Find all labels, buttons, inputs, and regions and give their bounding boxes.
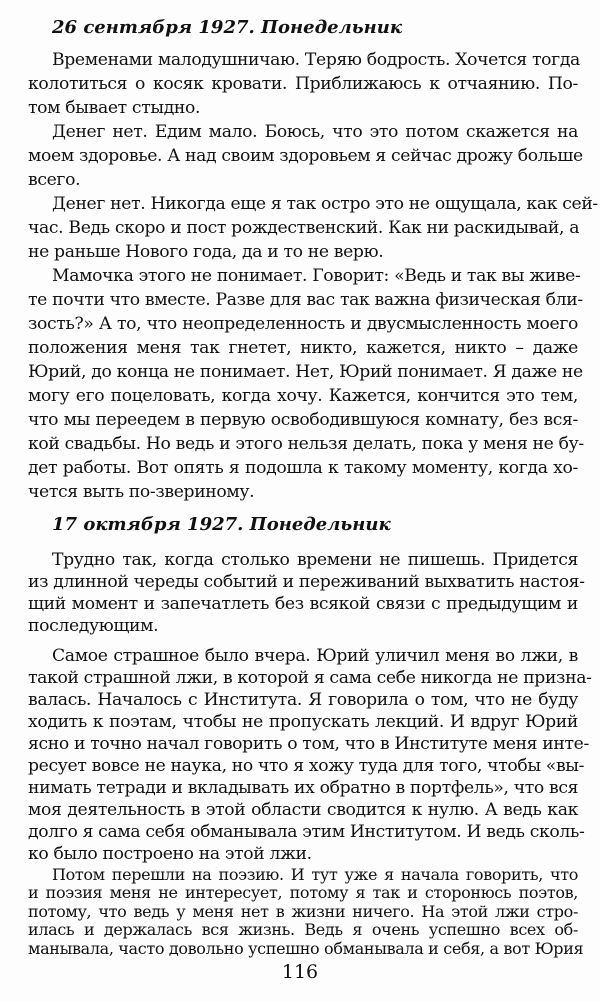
text-line: могу его поцеловать, когда хочу. Кажется, кончится это тем, <box>28 386 578 406</box>
text-line: час. Ведь скоро и пост рождественский. Как ни раскидывай, а <box>28 218 580 238</box>
text-line: манывала, часто довольно успешно обманывала и себя, а вот Юрия <box>28 938 584 958</box>
text-line: том бывает стыдно. <box>28 98 201 118</box>
text-line: кой свадьбы. Но ведь и этого нельзя делать, пока у меня не бу- <box>28 434 584 454</box>
text-line: Мамочка этого не понимает. Говорит: «Ведь и так вы живе- <box>52 266 581 286</box>
text-line: Потом перешли на поэзию. И тут уже я начала говорить, что <box>52 865 578 884</box>
text-line: Юрий, до конца не понимает. Нет, Юрий понимает. Я даже не <box>28 362 583 382</box>
text-line: Трудно так, когда столько времени не пишешь. Придется <box>52 550 578 570</box>
text-line: моем здоровье. А над своим здоровьем я сейчас дрожу больше <box>28 146 583 166</box>
text-line: валась. Началось с Института. Я говорила о том, что не буду <box>28 690 578 710</box>
text-line: ресует вовсе не наука, но что я хожу туда для того, чтобы «вы- <box>28 756 585 776</box>
text-line: положения меня так гнетет, никто, кажется, никто – даже <box>28 338 578 358</box>
text-line: последующим. <box>28 616 159 636</box>
text-line: Самое страшное было вчера. Юрий уличил меня во лжи, в <box>52 646 578 666</box>
text-line: илась и держалась вся жизнь. Ведь я очень успешно всех об- <box>28 920 578 940</box>
text-line: ко было построено на этой лжи. <box>28 844 312 864</box>
text-line: что мы переедем в первую освободившуюся комнату, без вся- <box>28 410 578 430</box>
entry-date-heading: 17 октября 1927. Понедельник <box>52 514 391 535</box>
text-line: ясно и точно начал говорить о том, что в Институте меня инте- <box>28 734 589 754</box>
text-line: чется выть по-звериному. <box>28 482 255 502</box>
text-line: колотиться о косяк кровати. Приближаюсь к отчаянию. По- <box>28 74 578 94</box>
text-line: Денег нет. Едим мало. Боюсь, что это потом скажется на <box>52 122 578 142</box>
page-number: 116 <box>281 961 319 983</box>
text-line: моя деятельность в этой области сводится к нулю. А ведь как <box>28 800 578 820</box>
text-line: щий момент и запечатлеть без всякой связи с предыдущим и <box>28 594 578 614</box>
text-line: такой страшной лжи, в которой я сама себе никогда не призна- <box>28 668 592 688</box>
text-line: нимать тетради и вкладывать их обратно в портфель», что вся <box>28 778 579 798</box>
text-line: из длинной череды событий и переживаний выхватить настоя- <box>28 572 585 592</box>
text-line: те почти что вместе. Разве для вас так важна физическая бли- <box>28 290 583 310</box>
text-line: не раньше Нового года, да и то не верю. <box>28 242 384 262</box>
text-line: дет работы. Вот опять я подошла к такому моменту, когда хо- <box>28 458 578 478</box>
entry-date-heading: 26 сентября 1927. Понедельник <box>52 17 403 38</box>
text-line: всего. <box>28 170 81 190</box>
text-line: и поэзия меня не интересует, потому я так и сторонюсь поэтов, <box>28 883 578 903</box>
text-line: Денег нет. Никогда еще я так остро это не ощущала, как сей- <box>52 194 598 214</box>
text-line: долго я сама себя обманывала этим Институтом. И ведь сколь- <box>28 822 585 842</box>
text-line: зость?» А то, что неопределенность и двусмысленность моего <box>28 314 578 334</box>
text-line: Временами малодушничаю. Теряю бодрость. Хочется тогда <box>52 50 580 70</box>
text-line: ходить к поэтам, чтобы не пропускать лекций. И вдруг Юрий <box>28 712 578 732</box>
text-line: потому, что ведь у меня нет в жизни ничего. На этой лжи стро- <box>28 901 578 921</box>
